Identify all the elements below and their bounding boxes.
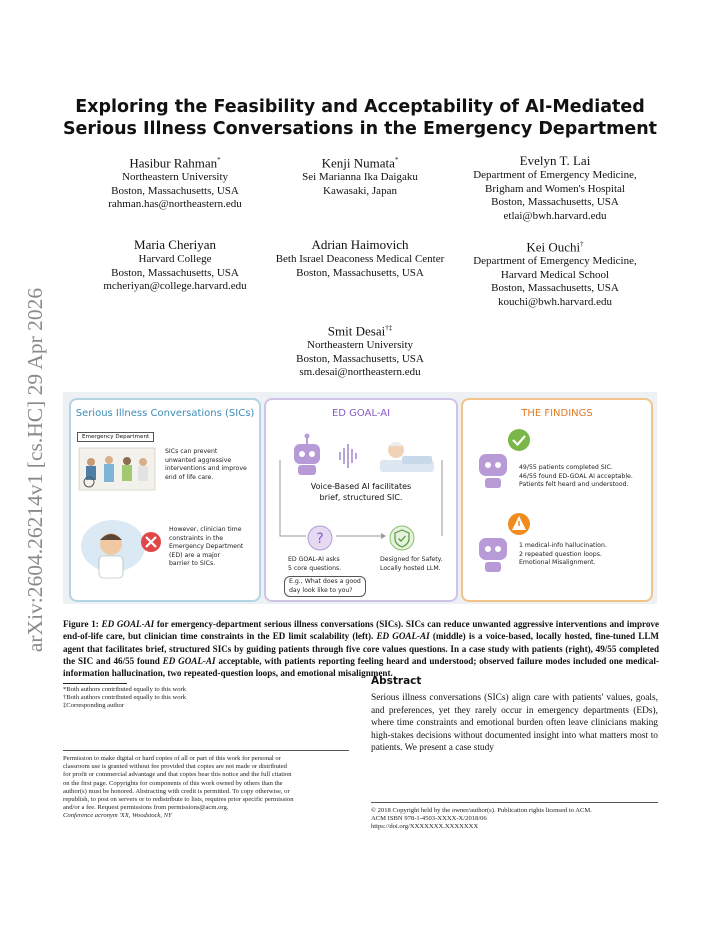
- author-mark: †‡: [385, 324, 393, 332]
- footnotes: [63, 686, 186, 711]
- footnote-rule: [63, 683, 127, 684]
- permission-rule: [63, 750, 349, 751]
- author-affiliation: Harvard College: [138, 253, 212, 265]
- author-department: Department of Emergency Medicine,: [473, 169, 637, 181]
- author-affiliation: Northeastern University: [307, 339, 413, 352]
- permission-notice: Permission to make digital or hard copies of all or part of this work for personal or classroom use is granted without fee provided that copies are not made or distributed for profit or commercial advantage and that copies bear this notice and the full citation on the first page. Copyrights for components of this work owned by others than the author(s) must be honored. Abstracting with credit is permitted. To copy otherwise, or republish, to post on servers or to redistribute to lists, requires prior specific permission and/or a fee. Request permissions from permissions@acm.org. Conference acronym 'XX, Woodstock, NY: [63, 755, 353, 821]
- author-block: [450, 236, 660, 309]
- ed-sign: Emergency Department: [77, 432, 154, 442]
- author-affiliation: Sei Marianna Ika Daigaku: [302, 171, 418, 184]
- title-line-2: Serious Illness Conversations in the Emergency Department: [62, 119, 658, 139]
- author-email: kouchi@bwh.harvard.edu: [498, 295, 612, 308]
- caption-text-3: acceptable, with patients reporting feeling heard and understood; observed failure modes included one medical-information hallucination, two repeated-question loops, and emotional misalignment.: [63, 655, 659, 679]
- author-location: Boston, Massachusetts, USA: [491, 196, 619, 208]
- author-email: sm.desai@northeastern.edu: [299, 366, 421, 379]
- author-affiliation: Brigham and Women's Hospital: [485, 182, 625, 195]
- author-name: Evelyn T. Lai: [519, 153, 591, 168]
- footnote-ddagger: ‡Corresponding author: [63, 702, 124, 710]
- author-block: [450, 152, 660, 223]
- author-mark: *: [217, 156, 221, 164]
- author-block: [70, 152, 280, 212]
- sics-barrier-text: However, clinician time constraints in the Emergency Department (ED) are a major barrier to SICs.: [169, 526, 244, 567]
- author-mark: *: [394, 156, 399, 164]
- author-email: etlai@bwh.harvard.edu: [503, 209, 607, 222]
- abstract-text: Serious illness conversations (SICs) align care with patients' values, goals, and preferences, yet they rarely occur in emergency departments (EDs), where time constraints and emotional burden often leave clinicians making high-stakes decisions without documented insight into what matters most to patients. We present a case study: [371, 693, 658, 753]
- panel-ed-goal-ai: [264, 398, 458, 602]
- shield-check-icon: [388, 524, 416, 552]
- author-location: Boston, Massachusetts, USA: [296, 352, 424, 365]
- arxiv-stamp: [14, 260, 54, 680]
- author-block: [255, 152, 465, 198]
- panel-ed-goal-ai-title: ED GOAL-AI: [331, 408, 391, 419]
- panel-findings: [461, 398, 653, 602]
- author-email: mcheriyan@college.harvard.edu: [103, 280, 247, 292]
- author-name: Kenji Numata: [321, 155, 395, 171]
- caption-system-name: ED GOAL-AI: [101, 619, 155, 629]
- author-block: [255, 320, 465, 380]
- author-block: [70, 236, 280, 294]
- panel-sics: [69, 398, 261, 602]
- safety-text: Designed for Safety. Locally hosted LLM.: [380, 556, 443, 572]
- ai-facilitates-text: Voice-Based AI facilitates brief, structured SIC.: [310, 482, 412, 502]
- footnote-dagger: †Both authors contributed equally to this work: [63, 694, 187, 702]
- example-question-bubble: E.g., What does a good day look like to you?: [284, 576, 366, 597]
- caption-text-2: (middle) is a voice-based, locally hosted, fine-tuned LLM agent that facilitates brief, structured SICs by guiding patients through five core values questions. In a case study with patients (right), 49/55 completed the SIC and 46/55 found: [63, 631, 660, 666]
- conference-line: Conference acronym 'XX, Woodstock, NY: [63, 812, 172, 820]
- arxiv-id: arXiv:2604.26214v1 [cs.HC] 29 Apr 2026: [23, 287, 47, 653]
- author-name: Hasibur Rahman: [129, 155, 218, 171]
- author-name: Kei Ouchi: [526, 239, 581, 255]
- author-name: Adrian Haimovich: [311, 237, 409, 252]
- caption-label: Figure 1:: [63, 619, 102, 629]
- svg-text:?: ?: [316, 531, 324, 547]
- caption-system-name: ED GOAL-AI: [162, 655, 216, 666]
- author-department: Department of Emergency Medicine,: [473, 255, 637, 268]
- panel-sics-title: Serious Illness Conversations (SICs): [75, 408, 255, 419]
- author-affiliation: Harvard Medical School: [500, 268, 610, 281]
- figure-1: [63, 392, 657, 604]
- copyright-notice: © 2018 Copyright held by the owner/author(s). Publication rights licensed to ACM. ACM ISBN 978-1-4503-XXXX-X/2018/06 https://doi.org/XXXXXXX.XXXXXXX: [371, 807, 592, 831]
- core-questions-text: ED GOAL-AI asks 5 core questions.: [288, 556, 342, 572]
- positive-findings-text: 49/55 patients completed SIC. 46/55 found ED-GOAL AI acceptable. Patients felt heard and understood.: [519, 464, 633, 488]
- question-icon: [306, 524, 334, 552]
- author-name: Smit Desai: [327, 323, 386, 339]
- author-location: Boston, Massachusetts, USA: [491, 282, 619, 295]
- paper-title: [60, 96, 660, 140]
- author-location: Boston, Massachusetts, USA: [111, 184, 239, 197]
- author-location: Kawasaki, Japan: [323, 184, 397, 197]
- author-location: Boston, Massachusetts, USA: [296, 266, 424, 279]
- author-affiliation: Beth Israel Deaconess Medical Center: [275, 253, 445, 265]
- title-line-1: Exploring the Feasibility and Acceptability of AI-Mediated: [75, 97, 645, 117]
- author-mark: †: [580, 240, 584, 248]
- author-email: rahman.has@northeastern.edu: [108, 198, 242, 211]
- author-affiliation: Northeastern University: [122, 171, 228, 184]
- panel-findings-title: THE FINDINGS: [521, 408, 593, 419]
- copyright-rule: [371, 802, 658, 803]
- footnote-star: *Both authors contributed equally to this work: [63, 686, 187, 693]
- caption-text-1: for emergency-department serious illness conversations (SICs). SICs can reduce unwanted aggressive interventions and improve end-of-life care, but clinician time constraints in the ED limit scalability (left).: [63, 619, 660, 642]
- author-name: Maria Cheriyan: [134, 237, 216, 252]
- failure-modes-text: 1 medical-info hallucination. 2 repeated question loops. Emotional Misalignment.: [519, 542, 607, 566]
- caption-system-name: ED GOAL-AI: [376, 631, 430, 642]
- worried-clinician-illustration: [77, 514, 165, 584]
- author-location: Boston, Massachusetts, USA: [111, 266, 239, 279]
- sics-benefit-text: SICs can prevent unwanted aggressive interventions and improve end of life care.: [165, 448, 247, 481]
- ed-scene-illustration: [77, 444, 157, 492]
- abstract-heading: Abstract: [371, 675, 422, 687]
- author-block: [255, 236, 465, 280]
- figure-caption: [63, 618, 659, 679]
